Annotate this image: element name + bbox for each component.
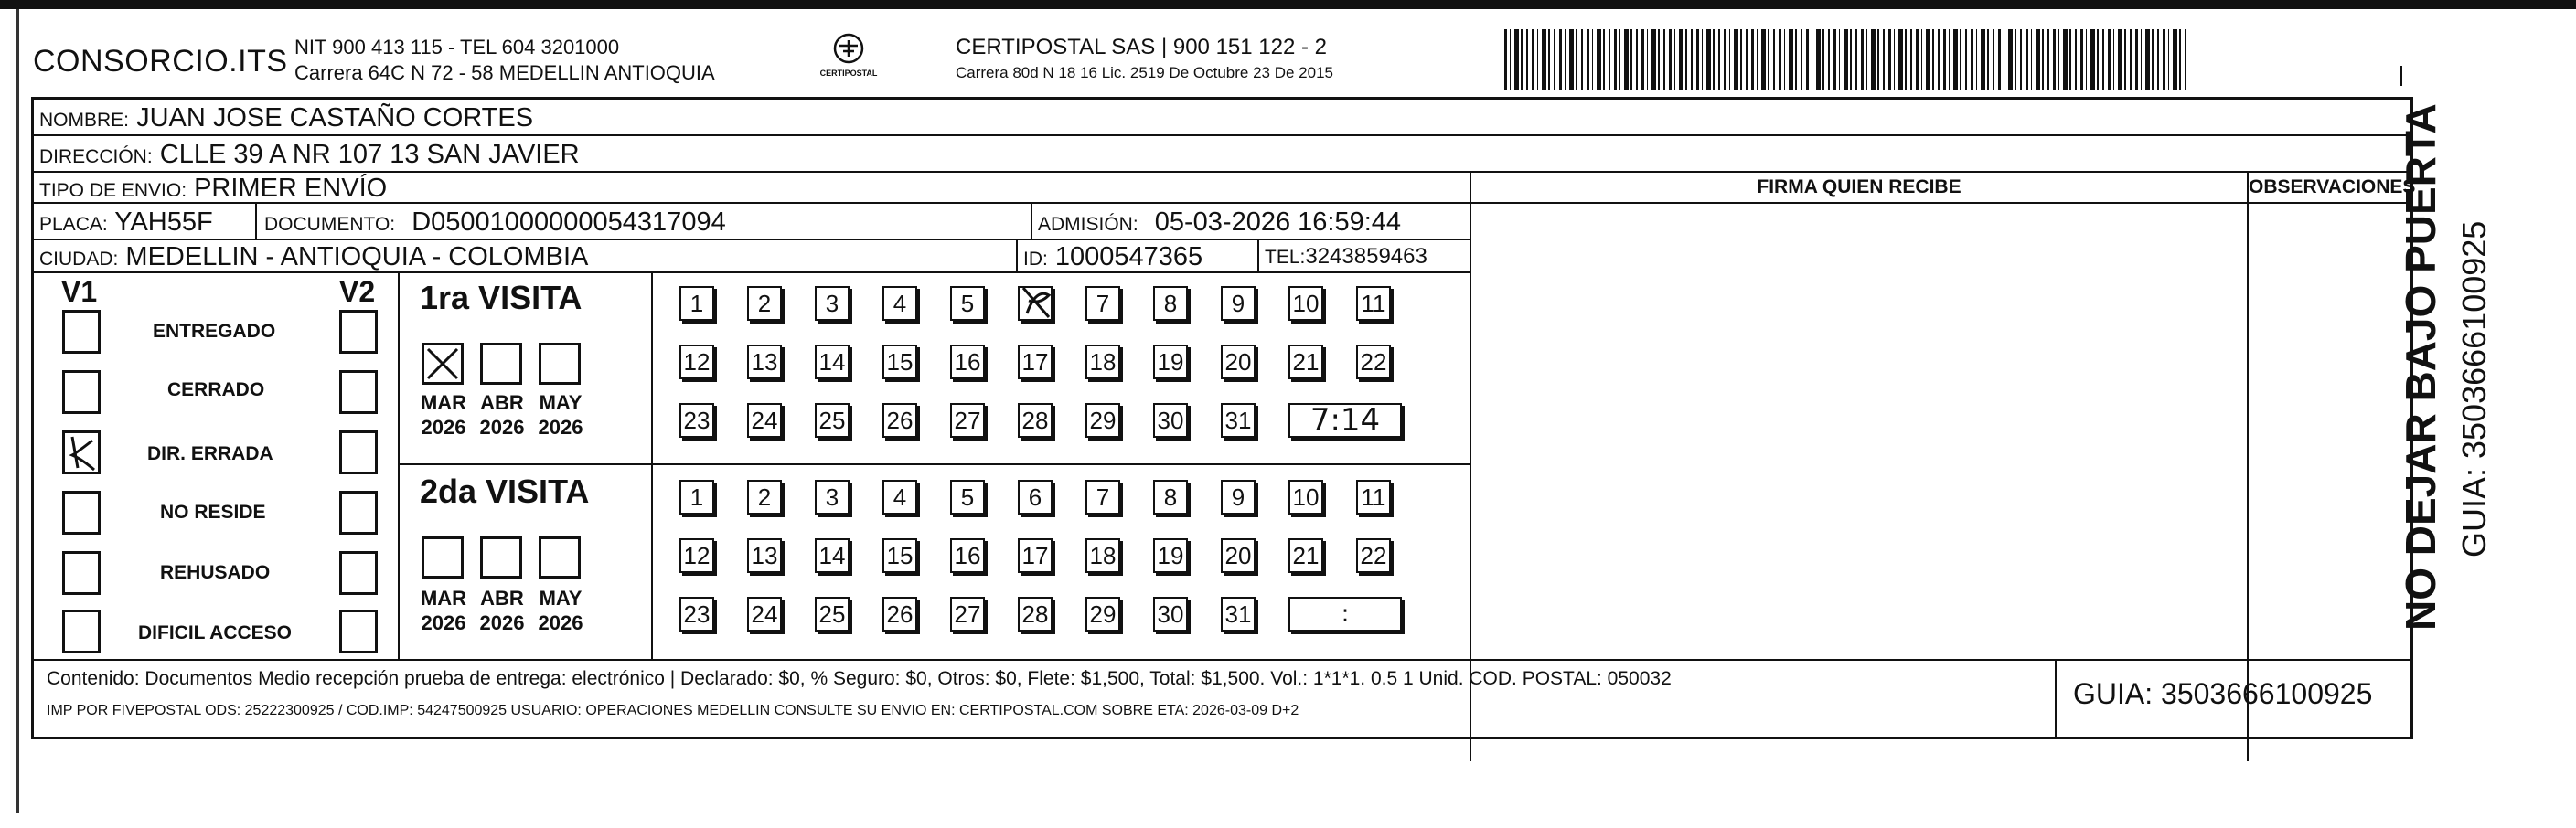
nombre-value: JUAN JOSE CASTAÑO CORTES — [136, 103, 534, 133]
month-name: ABR — [480, 587, 524, 610]
day-box-13[interactable]: 13 — [747, 538, 782, 573]
day-box-24[interactable]: 24 — [747, 597, 782, 632]
company-address: Carrera 64C N 72 - 58 MEDELLIN ANTIOQUIA — [294, 61, 715, 84]
month-name: ABR — [480, 391, 524, 414]
second-visit-month-may[interactable] — [539, 536, 581, 579]
day-box-3[interactable]: 3 — [815, 480, 850, 515]
day-box-31[interactable]: 31 — [1221, 597, 1256, 632]
logo-text: CERTIPOSTAL — [819, 69, 878, 78]
ciudad-label: CIUDAD: — [39, 249, 119, 270]
year: 2026 — [538, 611, 583, 634]
status-label: CERRADO — [167, 379, 265, 400]
v1-checkbox-entregado[interactable] — [62, 310, 101, 354]
day-box-26[interactable]: 26 — [882, 403, 917, 438]
id-label: ID: — [1023, 249, 1048, 270]
documento-label: DOCUMENTO: — [264, 214, 396, 235]
day-box-8[interactable]: 8 — [1153, 480, 1188, 515]
side-warning: NO DEJAR BAJO PUERTA — [2397, 103, 2444, 631]
status-label: REHUSADO — [160, 562, 271, 583]
divider — [1031, 204, 1032, 240]
placa-label: PLACA: — [39, 214, 108, 235]
divider — [1016, 240, 1018, 273]
day-box-5[interactable]: 5 — [950, 480, 985, 515]
day-box-30[interactable]: 30 — [1153, 403, 1188, 438]
day-box-31[interactable]: 31 — [1221, 403, 1256, 438]
first-visit-month-mar[interactable] — [422, 343, 464, 385]
day-box-18[interactable]: 18 — [1085, 538, 1120, 573]
day-box-4[interactable]: 4 — [882, 286, 917, 321]
divider — [255, 204, 257, 240]
observaciones-header: OBSERVACIONES — [2247, 173, 2410, 204]
second-visit-month-abr[interactable] — [480, 536, 522, 579]
month-name: MAR — [420, 587, 467, 610]
ciudad-value: MEDELLIN - ANTIOQUIA - COLOMBIA — [125, 242, 589, 271]
guide-form — [31, 97, 2416, 739]
footer-vertical-divider — [2055, 659, 2057, 738]
barcode — [1504, 29, 2186, 90]
day-box-1[interactable]: 1 — [679, 286, 714, 321]
nombre-row — [34, 100, 2410, 136]
tipo-row — [34, 173, 1470, 204]
nombre-label: NOMBRE: — [39, 110, 130, 131]
visit-vertical-divider — [651, 273, 653, 659]
status-label: NO RESIDE — [160, 502, 266, 523]
time-box[interactable]: 7:14 — [1288, 403, 1402, 438]
day-box-16[interactable]: 16 — [950, 345, 985, 379]
day-box-2[interactable]: 2 — [747, 286, 782, 321]
x-mark-icon — [424, 345, 461, 382]
day-box-8[interactable]: 8 — [1153, 286, 1188, 321]
day-box-4[interactable]: 4 — [882, 480, 917, 515]
side-guia: GUIA: 3503666100925 — [2455, 220, 2493, 557]
day-box-7[interactable]: 7 — [1085, 286, 1120, 321]
day-box-14[interactable]: 14 — [815, 345, 850, 379]
day-box-10[interactable]: 10 — [1288, 286, 1323, 321]
day-box-27[interactable]: 27 — [950, 597, 985, 632]
top-border — [0, 0, 2576, 9]
day-box-21[interactable]: 21 — [1288, 538, 1323, 573]
second-visit-title: 2da VISITA — [420, 472, 590, 510]
day-box-2[interactable]: 2 — [747, 480, 782, 515]
month-label — [475, 390, 529, 440]
visit-divider — [400, 463, 1470, 465]
month-label — [533, 390, 588, 440]
month-name: MAR — [420, 391, 467, 414]
status-section — [34, 273, 400, 659]
year: 2026 — [479, 611, 525, 634]
time-box[interactable]: : — [1288, 597, 1402, 632]
status-label: DIFICIL ACCESO — [138, 622, 293, 643]
v2-checkbox-dir-errada[interactable] — [339, 430, 378, 474]
day-box-19[interactable]: 19 — [1153, 345, 1188, 379]
day-box-26[interactable]: 26 — [882, 597, 917, 632]
company-nit: CERTIPOSTAL SAS | 900 151 122 - 2 — [956, 35, 1327, 59]
admision-value: 05-03-2026 16:59:44 — [1154, 207, 1402, 237]
admision-label: ADMISIÓN: — [1038, 214, 1138, 235]
day-box-6[interactable]: 6 — [1018, 480, 1053, 515]
direccion-label: DIRECCIÓN: — [39, 146, 153, 167]
v1-label: V1 — [61, 275, 98, 308]
tick-mark — [2400, 66, 2402, 86]
placa-row — [34, 204, 1470, 240]
day-box-11[interactable]: 11 — [1356, 286, 1391, 321]
year: 2026 — [479, 416, 525, 439]
day-box-19[interactable]: 19 — [1153, 538, 1188, 573]
direccion-row — [34, 136, 2410, 173]
tipo-label: TIPO DE ENVIO: — [39, 180, 187, 201]
second-visit-month-mar[interactable] — [422, 536, 464, 579]
year: 2026 — [421, 611, 466, 634]
month-label — [416, 586, 471, 635]
v1-checkbox-no-reside[interactable] — [62, 491, 101, 535]
first-visit-month-may[interactable] — [539, 343, 581, 385]
day-box-13[interactable]: 13 — [747, 345, 782, 379]
v2-label: V2 — [339, 275, 376, 308]
day-box-20[interactable]: 20 — [1221, 345, 1256, 379]
ciudad-row — [34, 240, 1470, 273]
day-box-28[interactable]: 28 — [1018, 403, 1053, 438]
footer-print-info: IMP POR FIVEPOSTAL ODS: 25222300925 / COD.IMP: 54247500925 USUARIO: OPERACIONES MEDELLIN CONSULTE SU ENVIO EN: CERTIPOSTAL.COM SOBRE ETA: 2026-03-09 D+2 — [47, 703, 1299, 718]
logo-emblem-icon — [830, 33, 867, 64]
day-box-10[interactable]: 10 — [1288, 480, 1323, 515]
month-label — [475, 586, 529, 635]
day-box-27[interactable]: 27 — [950, 403, 985, 438]
id-value: 1000547365 — [1054, 242, 1203, 271]
day-box-22[interactable]: 22 — [1356, 538, 1391, 573]
year: 2026 — [538, 416, 583, 439]
day-box-17[interactable]: 17 — [1018, 538, 1053, 573]
month-name: MAY — [539, 391, 583, 414]
day-box-5[interactable]: 5 — [950, 286, 985, 321]
month-label — [533, 586, 588, 635]
day-box-9[interactable]: 9 — [1221, 480, 1256, 515]
day-box-25[interactable]: 25 — [815, 403, 850, 438]
day-box-21[interactable]: 21 — [1288, 345, 1323, 379]
day-box-23[interactable]: 23 — [679, 597, 714, 632]
left-edge-line — [16, 9, 19, 813]
day-box-22[interactable]: 22 — [1356, 345, 1391, 379]
day-box-3[interactable]: 3 — [815, 286, 850, 321]
day-box-17[interactable]: 17 — [1018, 345, 1053, 379]
nit-tel: NIT 900 413 115 - TEL 604 3201000 — [294, 36, 620, 58]
v2-checkbox-dificil-acceso[interactable] — [339, 610, 378, 653]
documento-value: D05001000000054317094 — [412, 207, 726, 237]
day-box-29[interactable]: 29 — [1085, 597, 1120, 632]
tipo-value: PRIMER ENVÍO — [194, 174, 388, 203]
day-box-7[interactable]: 7 — [1085, 480, 1120, 515]
year: 2026 — [421, 416, 466, 439]
day-box-23[interactable]: 23 — [679, 403, 714, 438]
day-box-30[interactable]: 30 — [1153, 597, 1188, 632]
footer-guia: GUIA: 3503666100925 — [2073, 677, 2373, 710]
day-box-15[interactable]: 15 — [882, 345, 917, 379]
visits-section — [400, 273, 1470, 659]
day-box-11[interactable]: 11 — [1356, 480, 1391, 515]
month-label — [416, 390, 471, 440]
day-box-29[interactable]: 29 — [1085, 403, 1120, 438]
footer-contents: Contenido: Documentos Medio recepción prueba de entrega: electrónico | Declarado: $0, % Seguro: $0, Otros: $0, Flete: $1,500, Total: $1,500. Vol.: 1*1*1. 0.5 1 Unid. COD. POSTAL: 050032 — [47, 668, 1672, 689]
status-label: ENTREGADO — [153, 321, 276, 342]
v1-checkbox-dificil-acceso[interactable] — [62, 610, 101, 653]
v1-checkbox-rehusado[interactable] — [62, 551, 101, 595]
divider — [1257, 240, 1259, 273]
month-name: MAY — [539, 587, 583, 610]
day-box-25[interactable]: 25 — [815, 597, 850, 632]
certipostal-logo — [812, 33, 885, 78]
day-box-18[interactable]: 18 — [1085, 345, 1120, 379]
placa-value: YAH55F — [114, 207, 213, 237]
day-box-6[interactable] — [1018, 286, 1053, 321]
day-box-24[interactable]: 24 — [747, 403, 782, 438]
v2-checkbox-no-reside[interactable] — [339, 491, 378, 535]
tel-label: TEL: — [1265, 247, 1306, 268]
day-box-14[interactable]: 14 — [815, 538, 850, 573]
day-mark-icon — [1018, 282, 1054, 319]
check-mark-icon — [65, 433, 98, 472]
day-box-16[interactable]: 16 — [950, 538, 985, 573]
tel-value: 3243859463 — [1305, 244, 1427, 269]
brand-name: CONSORCIO.ITS — [33, 44, 288, 79]
v2-checkbox-entregado[interactable] — [339, 310, 378, 354]
day-box-12[interactable]: 12 — [679, 345, 714, 379]
day-box-15[interactable]: 15 — [882, 538, 917, 573]
v1-checkbox-cerrado[interactable] — [62, 370, 101, 414]
status-label: DIR. ERRADA — [147, 443, 273, 464]
day-box-20[interactable]: 20 — [1221, 538, 1256, 573]
day-box-1[interactable]: 1 — [679, 480, 714, 515]
day-box-12[interactable]: 12 — [679, 538, 714, 573]
first-visit-month-abr[interactable] — [480, 343, 522, 385]
v1-checkbox-dir-errada[interactable] — [62, 430, 101, 474]
day-box-28[interactable]: 28 — [1018, 597, 1053, 632]
day-box-9[interactable]: 9 — [1221, 286, 1256, 321]
direccion-value: CLLE 39 A NR 107 13 SAN JAVIER — [159, 140, 580, 169]
company-license: Carrera 80d N 18 16 Lic. 2519 De Octubre 23 De 2015 — [956, 64, 1333, 81]
first-visit-title: 1ra VISITA — [420, 279, 583, 316]
v2-checkbox-rehusado[interactable] — [339, 551, 378, 595]
v2-checkbox-cerrado[interactable] — [339, 370, 378, 414]
firma-header: FIRMA QUIEN RECIBE — [1470, 173, 2247, 204]
